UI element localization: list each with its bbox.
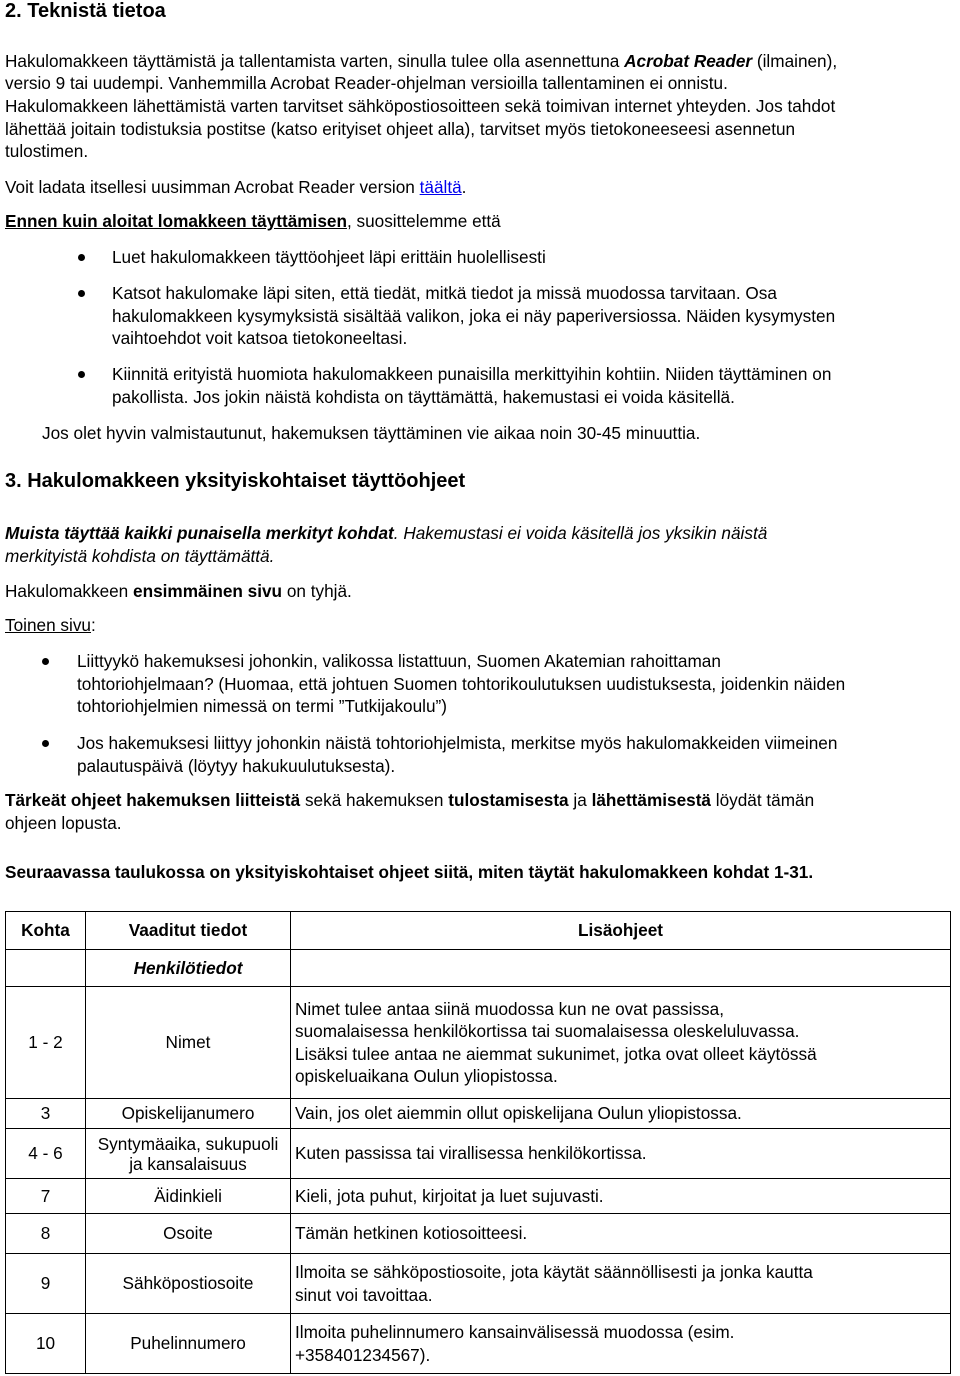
section-empty-cell: [6, 950, 86, 987]
lisa-line: sinut voi tavoittaa.: [295, 1284, 433, 1305]
important-text: sekä hakemuksen: [300, 790, 449, 810]
section-3-heading: 3. Hakulomakkeen yksityiskohtaiset täyttöohjeet: [5, 470, 466, 492]
table-intro: Seuraavassa taulukossa on yksityiskohtaiset ohjeet siitä, miten täytät hakulomakkeen kohdat 1-31.: [5, 862, 814, 882]
bullet-dot: [42, 740, 49, 747]
first-page-text-end: on tyhjä.: [282, 581, 352, 601]
header-kohta: Kohta: [6, 912, 86, 950]
attachments-emphasis: Tärkeät ohjeet hakemuksen liitteistä: [5, 790, 301, 810]
intro-line-3: Hakulomakkeen lähettämistä varten tarvitset sähköpostiosoitteen sekä toimivan internet yhteyden. Jos tahdot: [5, 96, 836, 116]
download-period: .: [461, 177, 467, 197]
sending-emphasis: lähettämisestä: [591, 790, 711, 810]
intro-line-2: versio 9 tai uudempi. Vanhemmilla Acrobat Reader-ohjelman versioilla tallentaminen ei onnistu.: [5, 73, 728, 93]
row-kohta: 10: [6, 1314, 86, 1374]
row-kohta: 3: [6, 1099, 86, 1129]
remember-line-1: [5, 522, 767, 545]
intro-line-4: lähettää joitain todistuksia postitse (katso erityiset ohjeet alla), tarvitset myös tietokoneeseesi asennetun: [5, 119, 796, 139]
section-row: [6, 950, 951, 987]
row-lisa: [291, 1129, 951, 1179]
table-row: [6, 1129, 951, 1179]
intro-line-1: [5, 50, 837, 73]
tip-2-line-2: hakulomakkeen kysymyksistä sisältää valikon, joka ei näy paperiversiossa. Näiden kysymysten: [112, 306, 836, 326]
row-lisa: [291, 1214, 951, 1254]
section-empty-cell: [291, 950, 951, 987]
lisa-line: Vain, jos olet aiemmin ollut opiskelijana Oulun yliopistossa.: [295, 1103, 742, 1124]
table-row: [6, 1099, 951, 1129]
lisa-line: Lisäksi tulee antaa ne aiemmat sukunimet, jotka ovat olleet käytössä: [295, 1043, 817, 1064]
row-kohta: 8: [6, 1214, 86, 1254]
table-row: [6, 1179, 951, 1214]
download-link[interactable]: täältä: [419, 177, 462, 197]
instructions-table: [5, 911, 951, 1374]
table-row: [6, 1314, 951, 1374]
download-line: [5, 176, 466, 199]
before-start-text: , suosittelemme että: [346, 211, 501, 231]
section-2-heading: 2. Teknistä tietoa: [5, 0, 166, 22]
first-page-text: Hakulomakkeen: [5, 581, 134, 601]
lisa-line: Ilmoita se sähköpostiosoite, jota käytät säännöllisesti ja jonka kautta: [295, 1262, 813, 1282]
first-page-line: [5, 580, 352, 603]
bullet-dot: [78, 254, 85, 261]
bullet-dot: [78, 290, 85, 297]
second-page-colon: :: [91, 615, 96, 635]
lisa-line: suomalaisessa henkilökortissa tai suomalaisessa oleskeluluvassa.: [295, 1021, 800, 1041]
lisa-line: Ilmoita puhelinnumero kansainvälisessä muodossa (esim.: [295, 1322, 735, 1342]
tip-2-line-3: vaihtoehdot voit katsoa tietokoneeltasi.: [112, 328, 408, 348]
table-row: [6, 1254, 951, 1314]
remember-line-2: merkityistä kohdista on täyttämättä.: [5, 546, 275, 566]
row-lisa: [291, 987, 951, 1099]
row-kohta: 1 - 2: [6, 987, 86, 1099]
table-header-row: [6, 912, 951, 950]
row-tiedot: Nimet: [86, 987, 291, 1099]
row-kohta: 9: [6, 1254, 86, 1314]
page2-tip-1-line-2: tohtoriohjelmaan? (Huomaa, että johtuen Suomen tohtorikoulutuksen uudistuksesta, joidenkin näiden: [77, 674, 846, 694]
page2-tip-2-line-1: Jos hakemuksesi liittyy johonkin näistä tohtoriohjelmista, merkitse myös hakulomakkeiden viimeinen: [77, 733, 838, 753]
row-kohta: 7: [6, 1179, 86, 1214]
header-vaaditut-tiedot: Vaaditut tiedot: [86, 912, 291, 950]
row-tiedot: Opiskelijanumero: [86, 1099, 291, 1129]
bullet-dot: [42, 658, 49, 665]
before-start-line: [5, 210, 501, 233]
intro-text: Hakulomakkeen täyttämistä ja tallentamista varten, sinulla tulee olla asennettuna: [5, 51, 625, 71]
tip-3-line-2: pakollista. Jos jokin näistä kohdista on täyttämättä, hakemustasi ei voida käsitellä.: [112, 387, 735, 407]
remember-emphasis: Muista täyttää kaikki punaisella merkityt kohdat: [5, 523, 394, 543]
intro-line-5: tulostimen.: [5, 141, 89, 161]
important-text: ja: [568, 790, 592, 810]
tip-3-line-1: Kiinnitä erityistä huomiota hakulomakkeen punaisilla merkittyihin kohtiin. Niiden täyttäminen on: [112, 364, 832, 384]
section-label: Henkilötiedot: [86, 950, 291, 987]
download-text: Voit ladata itsellesi uusimman Acrobat Reader version: [5, 177, 420, 197]
ready-line: Jos olet hyvin valmistautunut, hakemuksen täyttäminen vie aikaa noin 30-45 minuuttia.: [42, 423, 701, 443]
row-tiedot: Puhelinnumero: [86, 1314, 291, 1374]
lisa-line: Kuten passissa tai virallisessa henkilökortissa.: [295, 1143, 647, 1164]
lisa-line: opiskeluaikana Oulun yliopistossa.: [295, 1066, 558, 1086]
acrobat-reader-emphasis: Acrobat Reader: [624, 51, 753, 71]
page2-tip-2-line-2: palautuspäivä (löytyy hakukuulutuksesta).: [77, 756, 396, 776]
remember-text: . Hakemustasi ei voida käsitellä jos yksikin näistä: [393, 523, 768, 543]
lisa-line: +358401234567).: [295, 1344, 431, 1365]
page2-tip-1-line-3: tohtoriohjelmien nimessä on termi ”Tutkijakoulu”): [77, 696, 447, 716]
lisa-line: Nimet tulee antaa siinä muodossa kun ne ovat passissa,: [295, 998, 724, 1019]
row-lisa: [291, 1099, 951, 1129]
table-row: [6, 1214, 951, 1254]
row-lisa: [291, 1179, 951, 1214]
second-page-label: [5, 614, 96, 637]
row-tiedot: Äidinkieli: [86, 1179, 291, 1214]
row-kohta: 4 - 6: [6, 1129, 86, 1179]
header-lisaohjeet: Lisäohjeet: [291, 912, 951, 950]
page2-tip-1-line-1: Liittyykö hakemuksesi johonkin, valikossa listattuun, Suomen Akatemian rahoittaman: [77, 651, 721, 671]
lisa-line: Kieli, jota puhut, kirjoitat ja luet sujuvasti.: [295, 1185, 604, 1206]
second-page-underlined: Toinen sivu: [5, 615, 91, 635]
tip-2-line-1: Katsot hakulomake läpi siten, että tiedät, mitkä tiedot ja missä muodossa tarvitaan. Osa: [112, 283, 777, 303]
important-line-1: [5, 789, 814, 812]
first-page-emphasis: ensimmäinen sivu: [133, 581, 283, 601]
table-row: [6, 987, 951, 1099]
lisa-line: Tämän hetkinen kotiosoitteesi.: [295, 1223, 528, 1244]
row-tiedot: Syntymäaika, sukupuoli ja kansalaisuus: [86, 1129, 291, 1179]
row-tiedot: Sähköpostiosoite: [86, 1254, 291, 1314]
important-line-2: ohjeen lopusta.: [5, 813, 122, 833]
printing-emphasis: tulostamisesta: [448, 790, 569, 810]
intro-text-end: (ilmainen),: [752, 51, 838, 71]
tip-1: Luet hakulomakkeen täyttöohjeet läpi erittäin huolellisesti: [112, 247, 546, 267]
before-start-emphasis: Ennen kuin aloitat lomakkeen täyttämisen: [5, 211, 347, 231]
important-text: löydät tämän: [710, 790, 815, 810]
row-lisa: [291, 1254, 951, 1314]
bullet-dot: [78, 371, 85, 378]
row-tiedot: Osoite: [86, 1214, 291, 1254]
row-lisa: [291, 1314, 951, 1374]
